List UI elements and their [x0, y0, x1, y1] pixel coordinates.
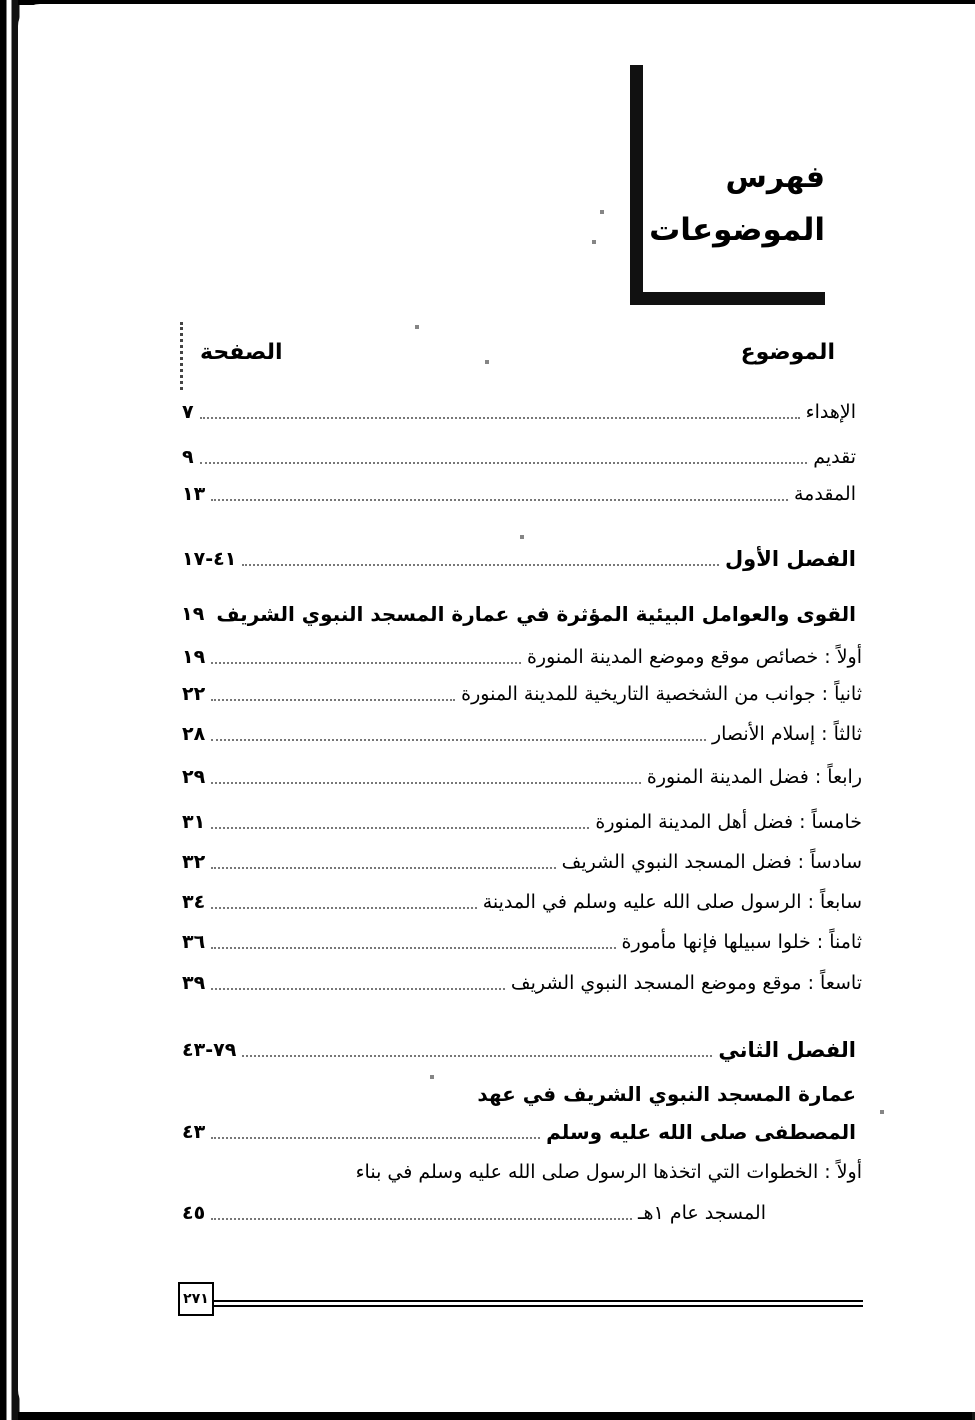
toc-entry-label: عمارة المسجد النبوي الشريف في عهد [477, 1082, 856, 1106]
toc-entry[interactable] [182, 760, 862, 794]
toc-entry-page: ١٣ [182, 483, 206, 505]
dot-leader [211, 865, 555, 869]
dot-leader [211, 905, 477, 909]
toc-entry[interactable] [182, 966, 862, 1000]
dot-leader [211, 660, 521, 664]
scan-speck [485, 360, 489, 364]
toc-entry-page: ٧ [182, 401, 194, 423]
column-header-page: الصفحة [200, 340, 283, 365]
page-number: ٢٧١ [178, 1282, 214, 1316]
toc-entry-label: فضل المسجد النبوي الشريف [561, 851, 792, 873]
toc-entry-label: الإهداء [805, 401, 856, 423]
toc-entry-prefix: رابعاً : [814, 766, 862, 788]
title-frame-vertical-bar [630, 65, 643, 305]
toc-entry-page: ١٩ [181, 603, 205, 625]
toc-entry-prefix: تاسعاً : [807, 972, 862, 994]
toc-entry-page: ٢٩ [182, 766, 206, 788]
toc-entry-page: ٣١ [182, 811, 206, 833]
dot-leader [211, 1135, 540, 1139]
toc-entry-page: ٢٨ [182, 723, 206, 745]
dot-leader [211, 497, 788, 501]
toc-entry[interactable] [182, 677, 862, 711]
toc-entry-label: فضل المدينة المنورة [646, 766, 809, 788]
toc-entry[interactable] [182, 845, 862, 879]
toc-entry-label: موقع وموضع المسجد النبوي الشريف [510, 972, 802, 994]
toc-entry-prefix: ثامناً : [816, 931, 862, 953]
toc-entry-prefix: سادساً : [797, 851, 862, 873]
toc-entry-page: ٢٢ [182, 683, 206, 705]
toc-entry-prefix: ثانياً : [821, 683, 862, 705]
toc-entry-prefix: سابعاً : [807, 891, 862, 913]
toc-chapter-heading[interactable] [182, 542, 862, 576]
column-header-bracket [180, 322, 188, 390]
toc-entry-page: ١٩ [182, 646, 206, 668]
scan-speck [415, 325, 419, 329]
toc-entry-label: الفصل الثاني [718, 1038, 856, 1062]
toc-entry-page: ٣٦ [182, 931, 206, 953]
toc-entry-prefix: أولاً : [824, 1161, 862, 1183]
toc-entry-page: ٧٩-٤٣ [182, 1039, 237, 1061]
dot-leader [242, 562, 719, 566]
scan-speck [880, 1110, 884, 1114]
dot-leader [211, 737, 706, 741]
footer-rule [213, 1305, 863, 1307]
title-frame-horizontal-bar [630, 292, 825, 305]
toc-entry-label: المصطفى صلى الله عليه وسلم [546, 1120, 856, 1144]
toc-entry-label: المسجد عام ١هـ [637, 1202, 766, 1224]
toc-entry-page: ٤٣ [182, 1121, 206, 1143]
dot-leader [211, 1216, 632, 1220]
toc-entry[interactable] [182, 440, 862, 474]
dot-leader [242, 1053, 712, 1057]
toc-entry-prefix: أولاً : [824, 646, 862, 668]
toc-section-heading[interactable] [182, 597, 862, 631]
dot-leader [211, 780, 641, 784]
toc-entry[interactable] [182, 1155, 862, 1189]
toc-entry[interactable] [182, 925, 862, 959]
toc-section-heading[interactable] [182, 1115, 862, 1149]
toc-entry[interactable] [182, 805, 862, 839]
toc-entry[interactable] [182, 395, 862, 429]
toc-entry-page: ٣٤ [182, 891, 206, 913]
dot-leader [211, 697, 455, 701]
toc-entry-label: فضل أهل المدينة المنورة [595, 811, 794, 833]
toc-section-heading[interactable] [182, 1077, 862, 1111]
scan-speck [520, 535, 524, 539]
scan-speck [592, 240, 596, 244]
scan-border-bottom [18, 1412, 975, 1420]
toc-chapter-heading[interactable] [182, 1033, 862, 1067]
page-title-line-1: فهرس [725, 160, 825, 195]
toc-entry-page: ٣٢ [182, 851, 206, 873]
toc-entry-prefix: خامساً : [799, 811, 862, 833]
toc-entry-label: الخطوات التي اتخذها الرسول صلى الله عليه وسلم في بناء [355, 1161, 819, 1183]
toc-entry-label: المقدمة [793, 483, 856, 505]
scan-speck [600, 210, 604, 214]
toc-entry-page: ٤١-١٧ [182, 548, 237, 570]
toc-entry[interactable] [182, 885, 862, 919]
dot-leader [200, 460, 808, 464]
toc-entry-label: خصائص موقع وموضع المدينة المنورة [526, 646, 819, 668]
column-header-topic: الموضوع [740, 340, 835, 365]
toc-entry-label: جوانب من الشخصية التاريخية للمدينة المنورة [461, 683, 816, 705]
toc-entry-label: تقديم [813, 446, 856, 468]
scan-speck [430, 1075, 434, 1079]
toc-entry[interactable] [182, 640, 862, 674]
toc-entry-prefix: ثالثاً : [821, 723, 862, 745]
toc-entry-label: خلوا سبيلها فإنها مأمورة [621, 931, 811, 953]
footer-rule [213, 1300, 863, 1302]
dot-leader [211, 986, 505, 990]
toc-entry-label: الفصل الأول [724, 547, 856, 571]
dot-leader [200, 415, 800, 419]
dot-leader [211, 825, 589, 829]
toc-entry-label: الرسول صلى الله عليه وسلم في المدينة [482, 891, 802, 913]
toc-entry[interactable] [182, 477, 862, 511]
toc-entry-page: ٣٩ [182, 972, 206, 994]
toc-entry-page: ٩ [182, 446, 194, 468]
toc-entry-label: إسلام الأنصار [711, 723, 816, 745]
toc-entry-continuation[interactable] [182, 1196, 772, 1230]
toc-entry-label: القوى والعوامل البيئية المؤثرة في عمارة المسجد النبوي الشريف [216, 602, 856, 626]
toc-entry-page: ٤٥ [182, 1202, 206, 1224]
page-title-line-2: الموضوعات [649, 212, 825, 248]
dot-leader [211, 945, 615, 949]
toc-entry[interactable] [182, 717, 862, 751]
